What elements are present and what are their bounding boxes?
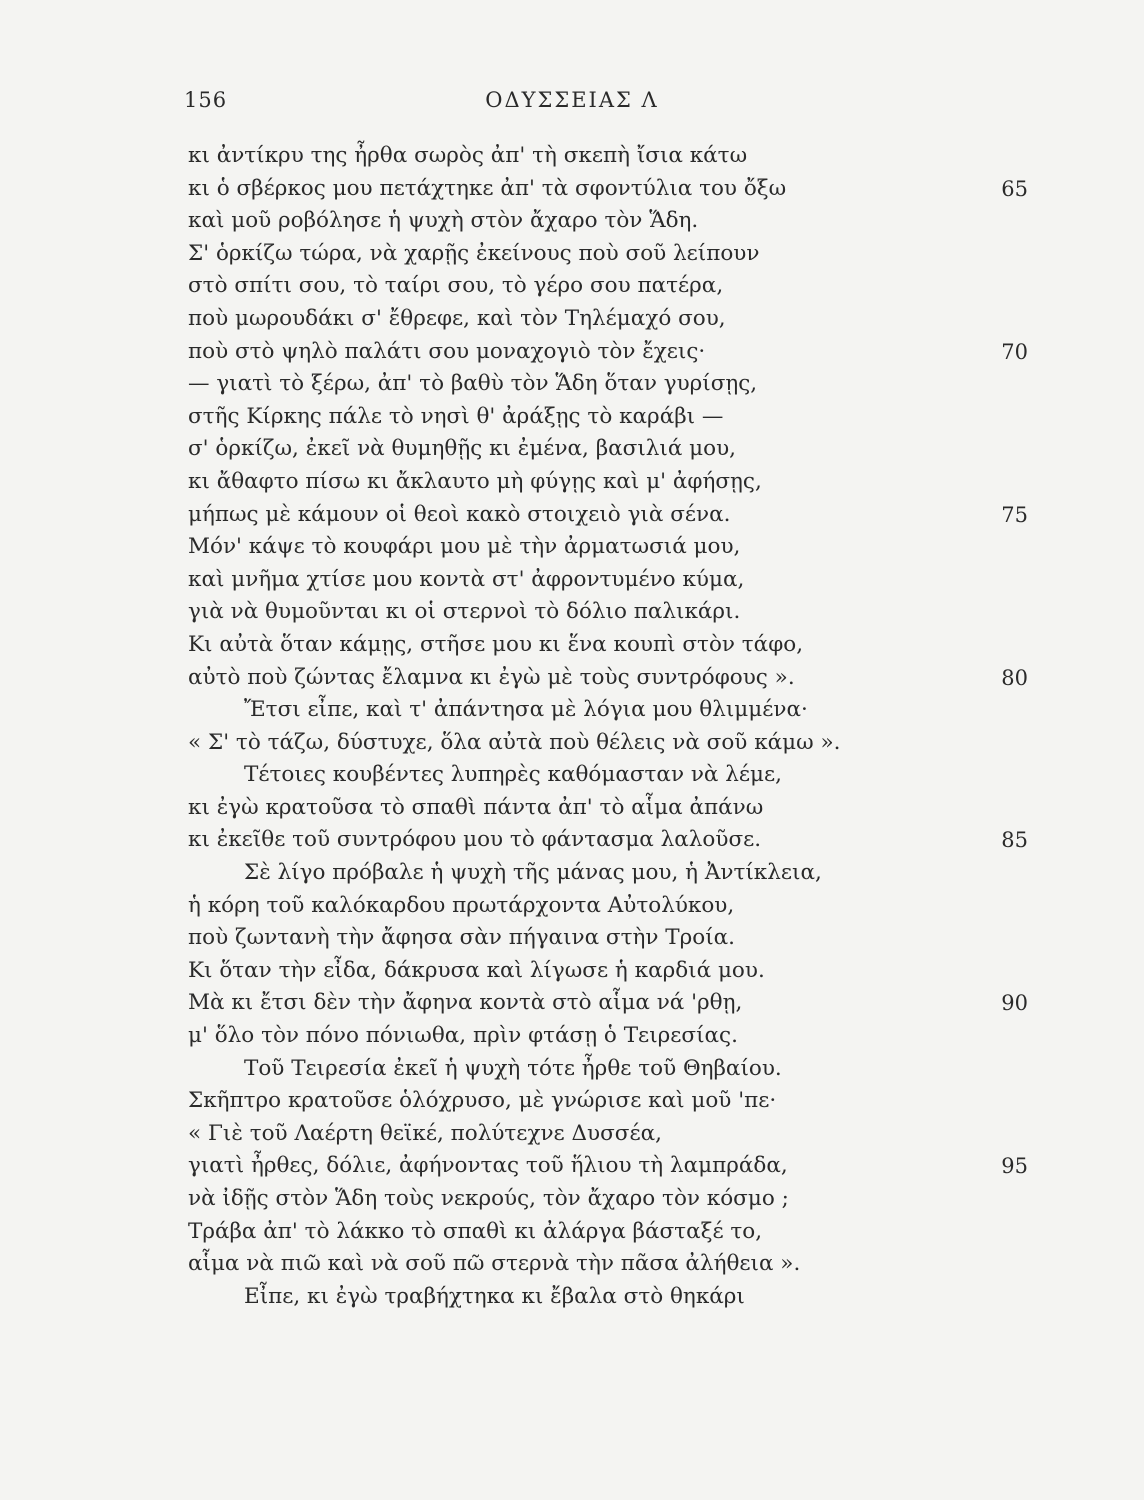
verse-line [188,662,1038,695]
verse-line [188,1216,1038,1249]
verse-text: Σκῆπτρο κρατοῦσε ὁλόχρυσο, μὲ γνώρισε καὶ μοῦ 'πε· [188,1088,777,1114]
verse-text: Ἔτσι εἶπε, καὶ τ' ἀπάντησα μὲ λόγια μου θλιμμένα· [244,697,808,723]
page-header [184,88,960,118]
verse-line [188,466,1038,499]
line-number: 90 [1001,991,1028,1016]
verse-line [188,890,1038,923]
line-number: 80 [1001,665,1028,690]
verse-line [188,792,1038,825]
verse-line [188,433,1038,466]
verse-text: καὶ μοῦ ροβόλησε ἡ ψυχὴ στὸν ἄχαρο τὸν Ἅδη. [188,208,699,234]
verse-line [188,336,1038,369]
verse-text: κι ἐγὼ κρατοῦσα τὸ σπαθὶ πάντα ἀπ' τὸ αἷμα ἀπάνω [188,794,764,820]
verse-line [188,1281,1038,1314]
verse-line [188,1183,1038,1216]
verse-line [188,368,1038,401]
verse-text: κι ἀντίκρυ της ἦρθα σωρὸς ἀπ' τὴ σκεπὴ ἴσια κάτω [188,143,748,168]
verse-text: ἡ κόρη τοῦ καλόκαρδου πρωτάρχοντα Αὐτολύκου, [188,892,735,918]
verse-text: κι ἄθαφτο πίσω κι ἄκλαυτο μὴ φύγῃς καὶ μ' ἀφήσῃς, [188,468,762,494]
verse-line [188,205,1038,238]
verse-text: αὐτὸ ποὺ ζώντας ἔλαμνα κι ἐγὼ μὲ τοὺς συντρόφους ». [188,664,795,690]
verse-text: κι ἐκεῖθε τοῦ συντρόφου μου τὸ φάντασμα λαλοῦσε. [188,827,762,853]
verse-text: « Γιὲ τοῦ Λαέρτη θεϊκέ, πολύτεχνε Δυσσέα, [188,1120,662,1146]
verse-text: Τέτοιες κουβέντες λυπηρὲς καθόμασταν νὰ λέμε, [244,762,782,788]
verse-text: — γιατὶ τὸ ξέρω, ἀπ' τὸ βαθὺ τὸν Ἅδη ὅταν γυρίσῃς, [188,371,758,397]
verse-text: Τοῦ Τειρεσία ἐκεῖ ἡ ψυχὴ τότε ἦρθε τοῦ Θηβαίου. [244,1055,782,1081]
verse-line [188,564,1038,597]
verse-line [188,1248,1038,1281]
verse-text: καὶ μνῆμα χτίσε μου κοντὰ στ' ἀφροντυμένο κύμα, [188,566,745,592]
verse-line [188,1020,1038,1053]
verse-text: ποὺ μωρουδάκι σ' ἔθρεφε, καὶ τὸν Τηλέμαχό σου, [188,305,726,331]
verse-line [188,140,1038,173]
verse-line [188,499,1038,532]
verse-text: Μόν' κάψε τὸ κουφάρι μου μὲ τὴν ἀρματωσιά μου, [188,534,741,560]
verse-line [188,270,1038,303]
verse-line [188,401,1038,434]
verse-text: αἷμα νὰ πιῶ καὶ νὰ σοῦ πῶ στερνὰ τὴν πᾶσα ἀλήθεια ». [188,1251,801,1277]
verse-line [188,759,1038,792]
verse-text: νὰ ἰδῇς στὸν Ἅδη τοὺς νεκρούς, τὸν ἄχαρο τὸν κόσμο ; [188,1186,789,1211]
verse-line [188,824,1038,857]
verse-text: στὸ σπίτι σου, τὸ ταίρι σου, τὸ γέρο σου πατέρα, [188,273,724,299]
verse-line [188,727,1038,760]
verse-text: γιατὶ ἦρθες, δόλιε, ἀφήνοντας τοῦ ἥλιου τὴ λαμπράδα, [188,1153,788,1179]
line-number: 70 [1001,339,1028,364]
verse-line [188,1053,1038,1086]
verse-line [188,922,1038,955]
verse-text: ποὺ στὸ ψηλὸ παλάτι σου μοναχογιὸ τὸν ἔχεις· [188,338,706,364]
verse-line [188,238,1038,271]
verse-line [188,173,1038,206]
verse-text: σ' ὁρκίζω, ἐκεῖ νὰ θυμηθῇς κι ἐμένα, βασιλιά μου, [188,436,736,462]
verse-line [188,987,1038,1020]
verse-text: Κι αὐτὰ ὅταν κάμῃς, στῆσε μου κι ἕνα κουπὶ στὸν τάφο, [188,631,804,657]
verse-line [188,857,1038,890]
verse-line [188,303,1038,336]
verse-text: Τράβα ἀπ' τὸ λάκκο τὸ σπαθὶ κι ἀλάργα βάσταξέ το, [188,1218,763,1244]
verse-line [188,1118,1038,1151]
verse-text: Εἶπε, κι ἐγὼ τραβήχτηκα κι ἔβαλα στὸ θηκάρι [244,1283,745,1309]
verse-line [188,1150,1038,1183]
verse-line [188,1085,1038,1118]
running-title: ΟΔΥΣΣΕΙΑΣ Λ [485,88,659,112]
line-number: 85 [1001,828,1028,853]
verse-text: κι ὁ σβέρκος μου πετάχτηκε ἀπ' τὰ σφοντύλια του ὄξω [188,175,787,201]
verse-text: ποὺ ζωντανὴ τὴν ἄφησα σὰν πήγαινα στὴν Τροία. [188,925,735,951]
verse-text: Σ' ὁρκίζω τώρα, νὰ χαρῇς ἐκείνους ποὺ σοῦ λείπουν [188,240,760,266]
verse-text: μ' ὅλο τὸν πόνο πόνιωθα, πρὶν φτάσῃ ὁ Τειρεσίας. [188,1023,738,1049]
verse-text: Κι ὅταν τὴν εἶδα, δάκρυσα καὶ λίγωσε ἡ καρδιά μου. [188,957,765,983]
verse-text: στῆς Κίρκης πάλε τὸ νησὶ θ' ἀράξῃς τὸ καράβι — [188,403,724,429]
line-number: 65 [1001,176,1028,201]
line-number: 95 [1001,1154,1028,1179]
verse-line [188,531,1038,564]
verse-text: « Σ' τὸ τάζω, δύστυχε, ὅλα αὐτὰ ποὺ θέλεις νὰ σοῦ κάμω ». [188,729,841,755]
verse-line [188,694,1038,727]
verse-line [188,629,1038,662]
verse-text: Μὰ κι ἔτσι δὲν τὴν ἄφηνα κοντὰ στὸ αἷμα νά 'ρθῃ, [188,990,743,1016]
page-number: 156 [184,88,228,112]
line-number: 75 [1001,502,1028,527]
poem-text [188,140,1038,1313]
verse-text: γιὰ νὰ θυμοῦνται κι οἱ στερνοὶ τὸ δόλιο παλικάρι. [188,599,741,625]
verse-line [188,955,1038,988]
verse-line [188,596,1038,629]
verse-text: μήπως μὲ κάμουν οἱ θεοὶ κακὸ στοιχειὸ γιὰ σένα. [188,501,731,527]
verse-text: Σὲ λίγο πρόβαλε ἡ ψυχὴ τῆς μάνας μου, ἡ Ἀντίκλεια, [244,860,822,886]
